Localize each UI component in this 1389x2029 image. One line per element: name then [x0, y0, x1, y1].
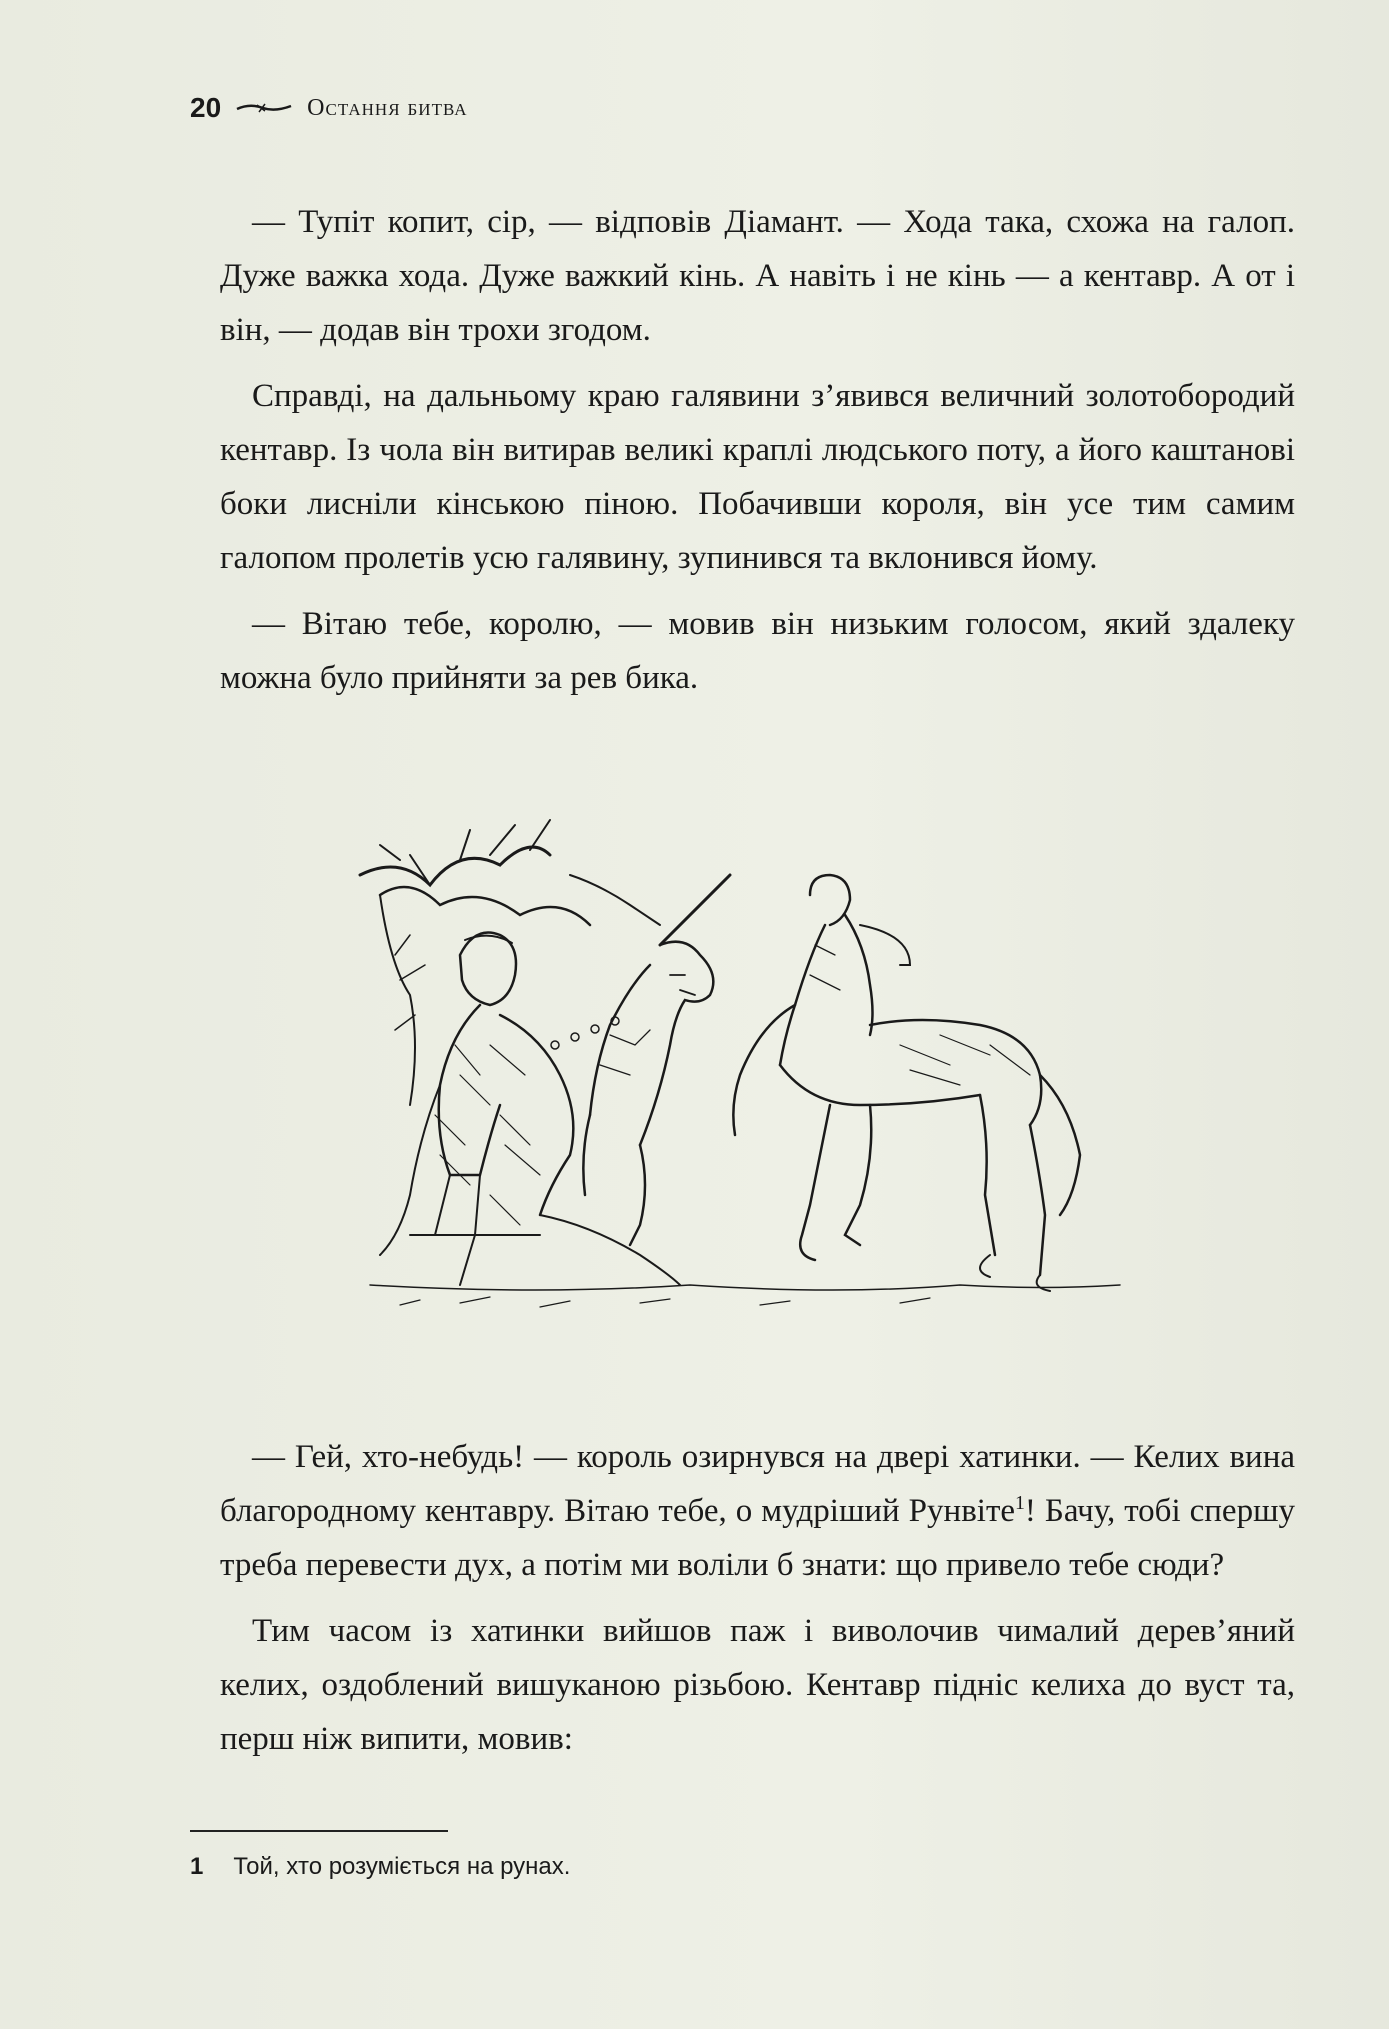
page-header — [190, 92, 468, 124]
text-block-bottom — [220, 1430, 1295, 1778]
paragraph-text: ! Бачу, тобі спершу треба перевести дух, а потім ми воліли б знати: що привело тебе сюди? — [220, 1493, 1295, 1583]
paragraph-text: — Гей, хто-небудь! — король озирнувся на двері хатинки. — Келих вина благородному кентавру. Вітаю тебе, о мудріший Рунвіте — [220, 1439, 1295, 1529]
footnote-text: Той, хто розуміється на рунах. — [233, 1853, 571, 1880]
footnote-divider — [190, 1830, 448, 1832]
text-block-top — [220, 195, 1295, 717]
paragraph: Справді, на дальньому краю галявини з’явився величний золотобородий кентавр. Із чола він витирав великі краплі людського поту, а його каштанові боки лисніли кінською піною. Побачивши короля, він усе тим самим галопом пролетів усю галявину, зупинився та вклонився йому. — [220, 378, 1295, 576]
ornament-icon — [235, 99, 293, 117]
paragraph: — Тупіт копит, сір, — відповів Діамант. — Хода така, схожа на галоп. Дуже важка хода. Дуже важкий кінь. А навіть і не кінь — а кентавр. А от і він, — додав він трохи згодом. — [220, 204, 1295, 348]
paragraph: — Вітаю тебе, королю, — мовив він низьким голосом, який здалеку можна було прийняти за рев бика. — [220, 606, 1295, 696]
page-number: 20 — [190, 92, 222, 123]
running-title: Остання битва — [307, 94, 468, 121]
king-unicorn-centaur-illustration — [340, 815, 1140, 1345]
paragraph: Тим часом із хатинки вийшов паж і виволочив чималий дерев’яний келих, оздоблений вишуканою різьбою. Кентавр підніс келиха до вуст та, перш ніж випити, мовив: — [220, 1613, 1295, 1757]
footnote — [190, 1853, 570, 1881]
footnote-reference[interactable]: 1 — [1015, 1492, 1025, 1514]
paragraph — [220, 1430, 1295, 1592]
footnote-marker: 1 — [190, 1853, 204, 1880]
